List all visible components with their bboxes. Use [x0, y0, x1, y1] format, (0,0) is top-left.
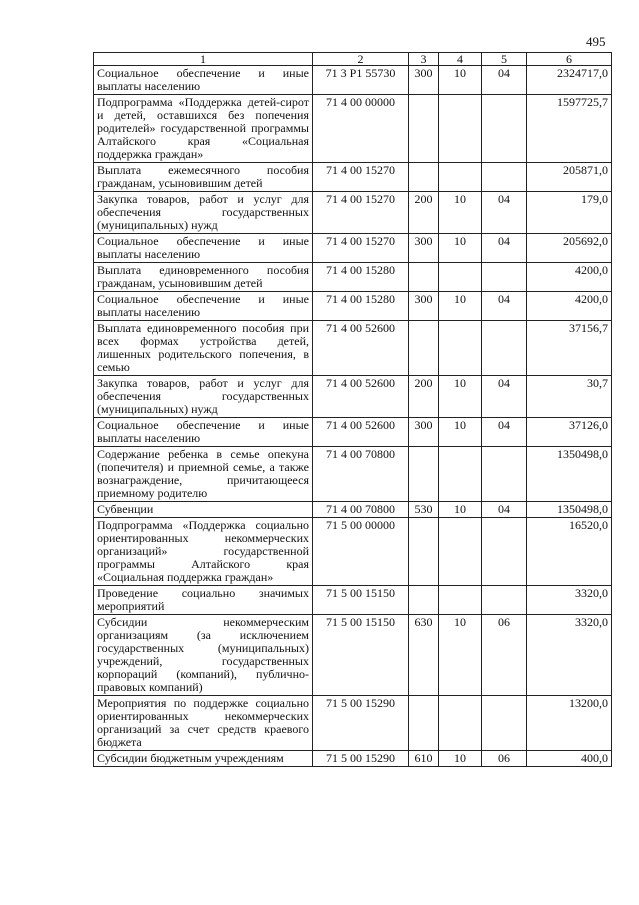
row-code: 71 5 00 15290 — [313, 751, 409, 767]
row-section — [439, 321, 482, 376]
row-section: 10 — [439, 66, 482, 95]
row-name: Субвенции — [94, 502, 313, 518]
row-subsection — [482, 321, 527, 376]
row-subsection: 06 — [482, 615, 527, 696]
row-section — [439, 163, 482, 192]
row-subsection: 04 — [482, 192, 527, 234]
row-expense-type — [409, 518, 439, 586]
row-code: 71 4 00 15280 — [313, 292, 409, 321]
row-name: Проведение социально значимых мероприятий — [94, 586, 313, 615]
row-amount: 205692,0 — [527, 234, 612, 263]
row-amount: 4200,0 — [527, 292, 612, 321]
row-expense-type — [409, 163, 439, 192]
row-code: 71 4 00 70800 — [313, 502, 409, 518]
table-row — [94, 586, 612, 615]
row-section: 10 — [439, 192, 482, 234]
row-subsection — [482, 447, 527, 502]
row-code: 71 4 00 52600 — [313, 418, 409, 447]
row-section — [439, 447, 482, 502]
row-amount: 16520,0 — [527, 518, 612, 586]
row-name: Мероприятия по поддержке социально ориентированных некоммерческих организаций за счет средств краевого бюджета — [94, 696, 313, 751]
row-amount: 37126,0 — [527, 418, 612, 447]
row-expense-type: 630 — [409, 615, 439, 696]
table-row — [94, 418, 612, 447]
row-subsection — [482, 95, 527, 163]
row-section: 10 — [439, 418, 482, 447]
table-body — [94, 53, 612, 767]
row-subsection — [482, 696, 527, 751]
row-expense-type — [409, 696, 439, 751]
row-amount: 37156,7 — [527, 321, 612, 376]
column-header-6: 6 — [527, 53, 612, 66]
row-section: 10 — [439, 502, 482, 518]
row-amount: 179,0 — [527, 192, 612, 234]
row-subsection — [482, 163, 527, 192]
row-name: Субсидии некоммерческим организациям (за исключением государственных (муниципальных) учреждений, государственных корпораций (компаний), публично-правовых компаний) — [94, 615, 313, 696]
row-amount: 3320,0 — [527, 615, 612, 696]
row-expense-type: 610 — [409, 751, 439, 767]
row-section — [439, 95, 482, 163]
row-subsection: 04 — [482, 502, 527, 518]
row-amount: 3320,0 — [527, 586, 612, 615]
table-row — [94, 66, 612, 95]
row-name: Выплата ежемесячного пособия гражданам, усыновившим детей — [94, 163, 313, 192]
row-code: 71 4 00 15270 — [313, 192, 409, 234]
row-amount: 400,0 — [527, 751, 612, 767]
column-header-5: 5 — [482, 53, 527, 66]
table-row — [94, 192, 612, 234]
row-subsection: 04 — [482, 292, 527, 321]
row-section — [439, 518, 482, 586]
column-header-4: 4 — [439, 53, 482, 66]
table-row — [94, 95, 612, 163]
budget-table — [93, 52, 612, 767]
row-section: 10 — [439, 751, 482, 767]
row-name: Закупка товаров, работ и услуг для обеспечения государственных (муниципальных) нужд — [94, 192, 313, 234]
row-section — [439, 586, 482, 615]
row-expense-type: 300 — [409, 234, 439, 263]
row-name: Социальное обеспечение и иные выплаты населению — [94, 66, 313, 95]
table-row — [94, 376, 612, 418]
row-code: 71 4 00 52600 — [313, 321, 409, 376]
table-row — [94, 447, 612, 502]
row-code: 71 5 00 15150 — [313, 615, 409, 696]
row-amount: 2324717,0 — [527, 66, 612, 95]
row-section: 10 — [439, 234, 482, 263]
row-section: 10 — [439, 292, 482, 321]
row-name: Подпрограмма «Поддержка детей-сирот и детей, оставшихся без попечения родителей» государственной программы Алтайского края «Социальная поддержка граждан» — [94, 95, 313, 163]
row-name: Субсидии бюджетным учреждениям — [94, 751, 313, 767]
table-row — [94, 615, 612, 696]
table-row — [94, 263, 612, 292]
row-code: 71 5 00 00000 — [313, 518, 409, 586]
table-row — [94, 163, 612, 192]
table-row — [94, 751, 612, 767]
table-row — [94, 696, 612, 751]
row-name: Социальное обеспечение и иные выплаты населению — [94, 292, 313, 321]
row-amount: 1597725,7 — [527, 95, 612, 163]
row-name: Выплата единовременного пособия гражданам, усыновившим детей — [94, 263, 313, 292]
table-row — [94, 502, 612, 518]
row-section — [439, 263, 482, 292]
page-number: 495 — [586, 34, 606, 49]
row-name: Подпрограмма «Поддержка социально ориентированных некоммерческих организаций» государственной программы Алтайского края «Социальная поддержка граждан» — [94, 518, 313, 586]
row-name: Закупка товаров, работ и услуг для обеспечения государственных (муниципальных) нужд — [94, 376, 313, 418]
table-row — [94, 518, 612, 586]
row-section: 10 — [439, 376, 482, 418]
row-subsection: 04 — [482, 234, 527, 263]
row-subsection: 04 — [482, 418, 527, 447]
row-name: Социальное обеспечение и иные выплаты населению — [94, 234, 313, 263]
row-code: 71 4 00 15270 — [313, 163, 409, 192]
row-subsection — [482, 263, 527, 292]
row-code: 71 4 00 52600 — [313, 376, 409, 418]
row-expense-type: 300 — [409, 292, 439, 321]
row-name: Содержание ребенка в семье опекуна (попечителя) и приемной семье, а также вознаграждение, причитающееся приемному родителю — [94, 447, 313, 502]
row-amount: 1350498,0 — [527, 447, 612, 502]
row-subsection — [482, 518, 527, 586]
row-expense-type — [409, 586, 439, 615]
row-expense-type — [409, 321, 439, 376]
row-subsection: 04 — [482, 376, 527, 418]
row-expense-type — [409, 95, 439, 163]
column-header-3: 3 — [409, 53, 439, 66]
row-expense-type: 200 — [409, 376, 439, 418]
row-code: 71 5 00 15290 — [313, 696, 409, 751]
row-name: Социальное обеспечение и иные выплаты населению — [94, 418, 313, 447]
row-amount: 13200,0 — [527, 696, 612, 751]
row-expense-type: 530 — [409, 502, 439, 518]
table-row — [94, 234, 612, 263]
row-amount: 4200,0 — [527, 263, 612, 292]
row-code: 71 4 00 00000 — [313, 95, 409, 163]
column-header-1: 1 — [94, 53, 313, 66]
row-section: 10 — [439, 615, 482, 696]
row-subsection: 04 — [482, 66, 527, 95]
table-row — [94, 292, 612, 321]
row-expense-type: 300 — [409, 418, 439, 447]
row-expense-type — [409, 263, 439, 292]
row-amount: 30,7 — [527, 376, 612, 418]
row-amount: 1350498,0 — [527, 502, 612, 518]
row-name: Выплата единовременного пособия при всех формах устройства детей, лишенных родительского попечения, в семью — [94, 321, 313, 376]
row-code: 71 4 00 15280 — [313, 263, 409, 292]
row-code: 71 5 00 15150 — [313, 586, 409, 615]
row-expense-type — [409, 447, 439, 502]
row-subsection — [482, 586, 527, 615]
row-code: 71 3 P1 55730 — [313, 66, 409, 95]
row-code: 71 4 00 70800 — [313, 447, 409, 502]
row-section — [439, 696, 482, 751]
header-row — [94, 53, 612, 66]
row-expense-type: 200 — [409, 192, 439, 234]
table-row — [94, 321, 612, 376]
row-amount: 205871,0 — [527, 163, 612, 192]
column-header-2: 2 — [313, 53, 409, 66]
row-subsection: 06 — [482, 751, 527, 767]
row-code: 71 4 00 15270 — [313, 234, 409, 263]
row-expense-type: 300 — [409, 66, 439, 95]
